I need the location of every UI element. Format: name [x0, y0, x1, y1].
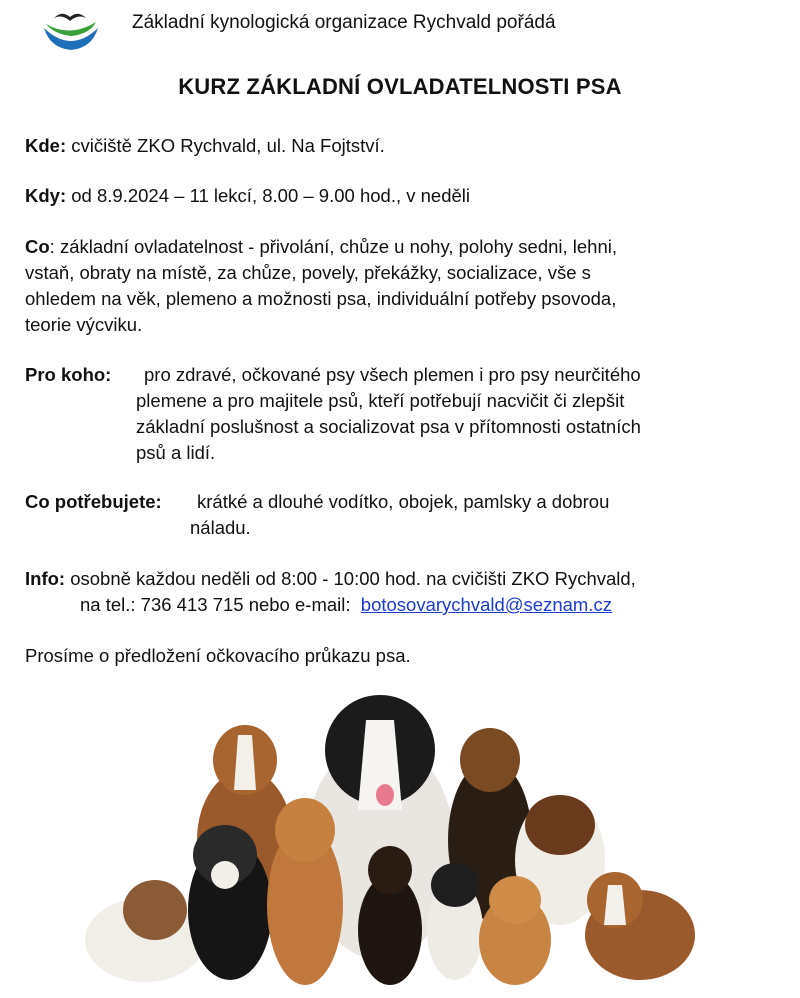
for-whom-line: základní poslušnost a socializovat psa v přítomnosti ostatních — [136, 416, 641, 437]
dog-boxer-puppy-right — [585, 872, 695, 980]
for-whom-line: pro zdravé, očkované psy všech plemen i pro psy neurčitého — [144, 364, 641, 385]
dog-aussie-puppy-left — [85, 880, 205, 982]
info-section — [25, 566, 785, 592]
for-whom-line: plemene a pro majitele psů, kteří potřebují nacvičit či zlepšit — [136, 390, 625, 411]
page-title: KURZ ZÁKLADNÍ OVLADATELNOSTI PSA — [178, 74, 622, 99]
what-line: ohledem na věk, plemeno a možnosti psa, individuální potřeby psovoda, — [25, 288, 617, 309]
when-label: Kdy: — [25, 185, 67, 206]
info-line: osobně každou neděli od 8:00 - 10:00 hod. na cvičišti ZKO Rychvald, — [70, 568, 636, 589]
what-section — [25, 234, 785, 338]
dogs-group-photo — [60, 690, 760, 990]
requirements-line: náladu. — [190, 517, 251, 538]
organization-logo-icon — [40, 8, 102, 52]
organization-name: Základní kynologická organizace Rychvald pořádá — [132, 12, 556, 33]
what-line: vstaň, obraty na místě, za chůze, povely, překážky, socializace, vše s — [25, 262, 591, 283]
what-line: teorie výcviku. — [25, 314, 143, 335]
info-contact-line — [80, 592, 612, 618]
for-whom-label: Pro koho: — [25, 364, 112, 385]
email-link[interactable]: botosovarychvald@seznam.cz — [360, 594, 612, 615]
where-label: Kde: — [25, 135, 67, 156]
when-section — [25, 183, 785, 209]
what-label: Co — [25, 236, 50, 257]
closing-note: Prosíme o předložení očkovacího průkazu psa. — [25, 645, 411, 666]
info-phone-text: na tel.: 736 413 715 nebo e-mail: — [80, 594, 351, 615]
requirements-line: krátké a dlouhé vodítko, obojek, pamlsky a dobrou — [197, 491, 610, 512]
where-text: cvičiště ZKO Rychvald, ul. Na Fojtství. — [71, 135, 385, 156]
what-line: : základní ovladatelnost - přivolání, chůze u nohy, polohy sedni, lehni, — [49, 236, 618, 257]
dog-labrador-puppy — [267, 798, 343, 985]
when-text: od 8.9.2024 – 11 lekcí, 8.00 – 9.00 hod., v neděli — [71, 185, 471, 206]
info-label: Info: — [25, 568, 66, 589]
for-whom-line: psů a lidí. — [136, 442, 216, 463]
dog-french-bulldog — [427, 863, 483, 980]
requirements-label: Co potřebujete: — [25, 491, 162, 512]
where-section — [25, 133, 785, 159]
